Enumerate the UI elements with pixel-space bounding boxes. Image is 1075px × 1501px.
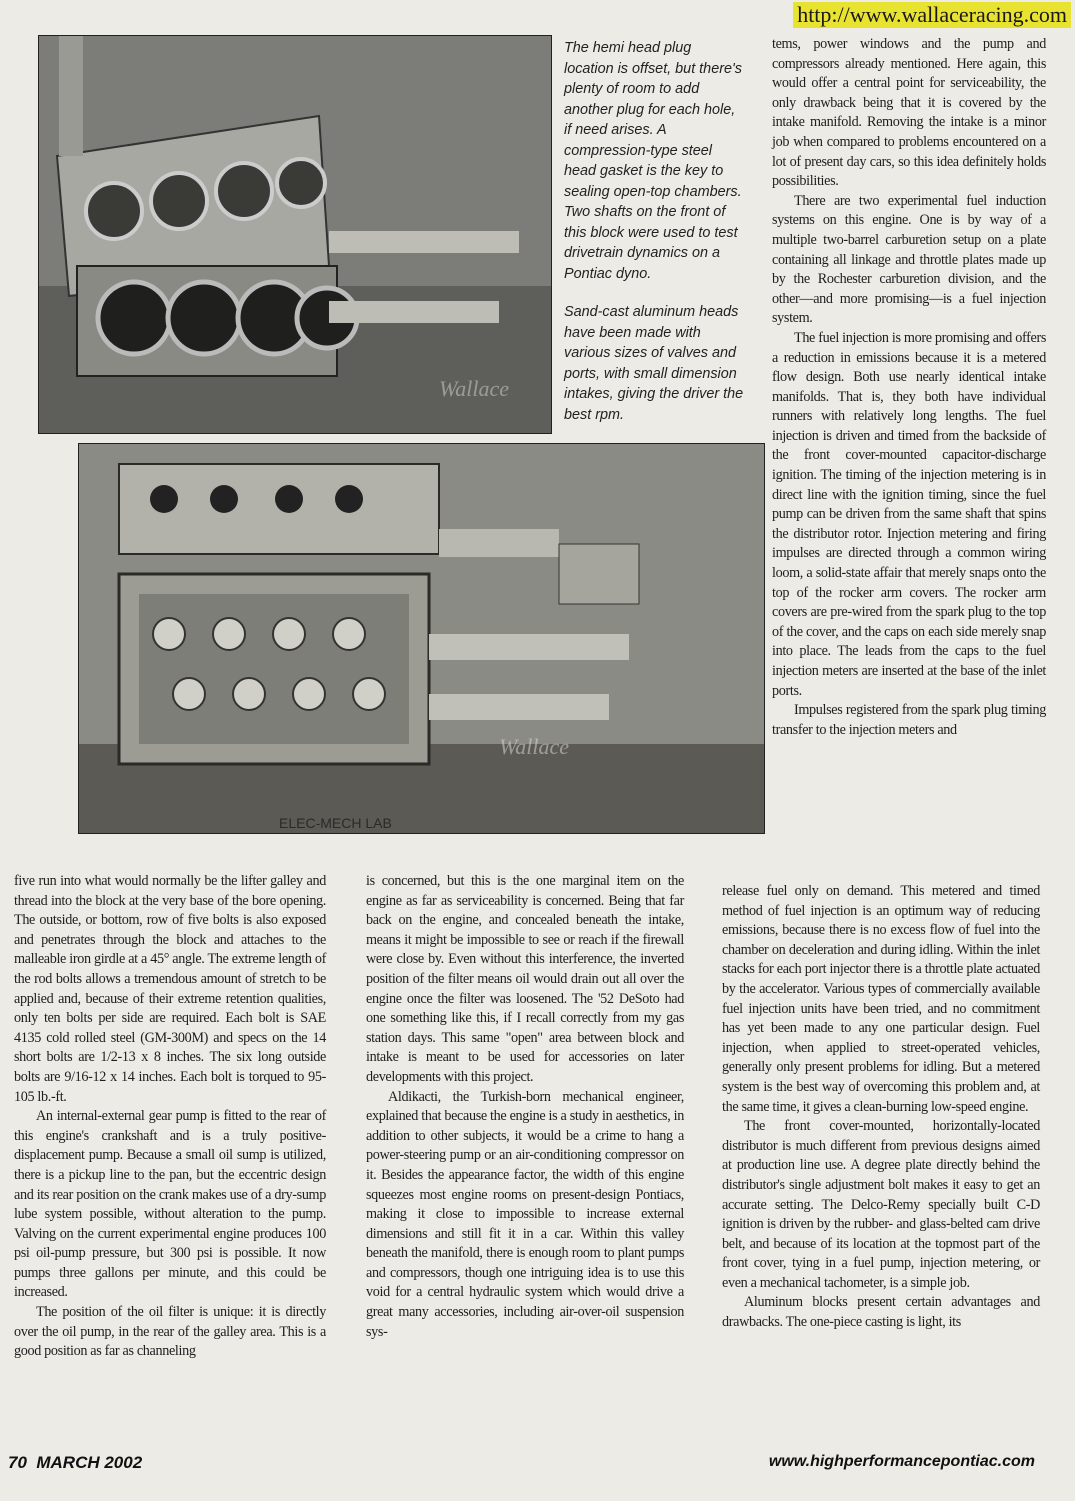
caption-paragraph-2: Sand-cast aluminum heads have been made with various sizes of valves and ports, with small dimension intakes, giving the driver the best rpm. <box>564 304 744 423</box>
article-column-right-top <box>772 35 1046 740</box>
photo-engine-block-bottom <box>78 443 765 834</box>
paragraph: The position of the oil filter is unique: it is directly over the oil pump, in the rear of the galley area. This is a good position as far as channeling <box>14 1304 326 1360</box>
engine-block-illustration-top <box>39 36 551 433</box>
paragraph: An internal-external gear pump is fitted to the rear of this engine's crankshaft and is a truly positive-displacement pump. Because a small oil sump is utilized, there is a pickup line to the pan, but the eccentric design and its rear position on the crank makes use of a dry-sump lube system possible, without alteration to the pump. Valving on the current experimental engine produces 100 psi oil-pump pressure, but 300 psi is possible. It now pumps three gallons per minute, and this could be increased. <box>14 1108 326 1301</box>
paragraph: Aldikacti, the Turkish-born mechanical engineer, explained that because the engine is a study in aesthetics, in addition to other subjects, it would be a crime to hang a power-steering pump or an air-conditioning compressor on it. Besides the appearance factor, the width of this engine squeezes most engine rooms on present-design Pontiacs, making it close to impossible to increase external dimensions and still fit it in a car. Within this valley beneath the manifold, there is enough room to plant pumps and compressors, though one intriguing idea is to use this void for a central hydraulic system which would drive a great many accessories, including air-over-oil suspension sys- <box>366 1088 684 1340</box>
paragraph: Impulses registered from the spark plug timing transfer to the injection meters and <box>772 702 1046 738</box>
photo-caption <box>564 38 744 443</box>
paragraph: There are two experimental fuel induction systems on this engine. One is by way of a multiple two-barrel carburetion setup on a plate containing all linkage and throttle plates made up by the Rochester carburetion division, and the other—and more promising—is a fuel injection system. <box>772 192 1046 327</box>
paragraph: The fuel injection is more promising and offers a reduction in emissions because it is a metered flow design. Both use nearly identical intake manifolds. That is, they both have individual runners with relatively long lengths. The fuel injection is driven and timed from the backside of the front cover-mounted capacitor-discharge ignition. The timing of the injection metering is in direct line with the ignition timing, since the fuel pump can be driven from the same shaft that spins the distributor rotor. Injection metering and firing impulses are directed through a common wiring loom, a solid-state affair that merely snaps onto the top of the rocker arm covers. The rocker arm covers are pre-wired from the spark plug to the top of the cover, and the caps on each side merely snap into place. The leads from the caps to the fuel injection meters are inserted at the base of the inlet ports. <box>772 329 1046 699</box>
paragraph: Aluminum blocks present certain advantages and drawbacks. The one-piece casting is light, its <box>722 1294 1040 1331</box>
paragraph: five run into what would normally be the lifter galley and thread into the block at the very base of the bore opening. The outside, or bottom, row of five bolts is also exposed and penetrates through the block and attaches to the malleable iron girdle at a 45° angle. The extreme length of the rod bolts allows a tremendous amount of stretch to be applied and, because of their extreme retention qualities, only ten bolts per side are required. Each bolt is SAE 4135 cold rolled steel (GM-300M) and specs on the 14 short bolts are 1/2-13 x 8 inches. The six long outside bolts are 9/16-12 x 14 inches. Each bolt is torqued to 95-105 lb.-ft. <box>14 873 326 1105</box>
paragraph: The front cover-mounted, horizontally-located distributor is much different from previous designs aimed at production line use. A degree plate directly behind the distributor's single adjustment bolt makes it easy to get an accurate setting. The Delco-Remy specially built C-D ignition is driven by the rubber- and glass-belted cam drive belt, and because of its location at the topmost part of the front cover, tying in a fuel pump, injection metering, or even a mechanical tachometer, is a simple job. <box>722 1118 1040 1291</box>
photo-engine-block-top <box>38 35 552 434</box>
crate-label: ELEC-MECH LAB <box>279 815 392 831</box>
paragraph: is concerned, but this is the one marginal item on the engine as far as serviceability is concerned. Being that far back on the engine, and concealed beneath the intake, means it might be impossible to see or reach if the firewall were close by. Even without this interference, the inverted position of the filter means oil would drain out all over the engine once the filter was loosened. The '52 DeSoto had one something like this, if I recall correctly from my gas station days. This same "open" area between block and intake is meant to be used for accessories on later developments with this project. <box>366 873 684 1085</box>
engine-block-illustration-bottom <box>79 444 764 833</box>
paragraph: tems, power windows and the pump and compressors already mentioned. Here again, this would offer a central point for serviceability, the only drawback being that it is covered by the intake manifold. Removing the intake is a minor job when compared to problems encountered on a lot of present day cars, so this idea definitely holds possibilities. <box>772 36 1046 190</box>
article-column-middle <box>366 872 684 1342</box>
watermark-bottom: Wallace <box>499 734 570 759</box>
paragraph: release fuel only on demand. This metered and timed method of fuel injection is an optimum way of reducing emissions, because there is no excess flow of fuel into the chamber on deceleration and during idling. Within the inlet stacks for each port injector there is a throttle plate actuated by the accelerator. Various types of commercially available fuel injection units have been tried, and no commitment has yet been made to any one particular design. Fuel injection, when applied to street-operated vehicles, generally only present problems for idling. But a metered system is the best way of overcoming this problem and, at the same time, it gives a clean-burning low-speed engine. <box>722 883 1040 1115</box>
source-url-banner[interactable]: http://www.wallaceracing.com <box>793 2 1071 28</box>
footer-website[interactable]: www.highperformancepontiac.com <box>768 1453 1035 1470</box>
article-column-left <box>14 872 326 1362</box>
article-column-right-bottom <box>722 882 1040 1333</box>
page-number-date: 70 MARCH 2002 <box>8 1453 143 1472</box>
watermark-top: Wallace <box>439 376 510 401</box>
caption-paragraph-1: The hemi head plug location is offset, but there's plenty of room to add another plug for each hole, if need arises. A compression-type steel head gasket is the key to sealing open-top chambers. Two shafts on the front of this block were used to test drivetrain dynamics on a Pontiac dyno. <box>564 40 742 282</box>
